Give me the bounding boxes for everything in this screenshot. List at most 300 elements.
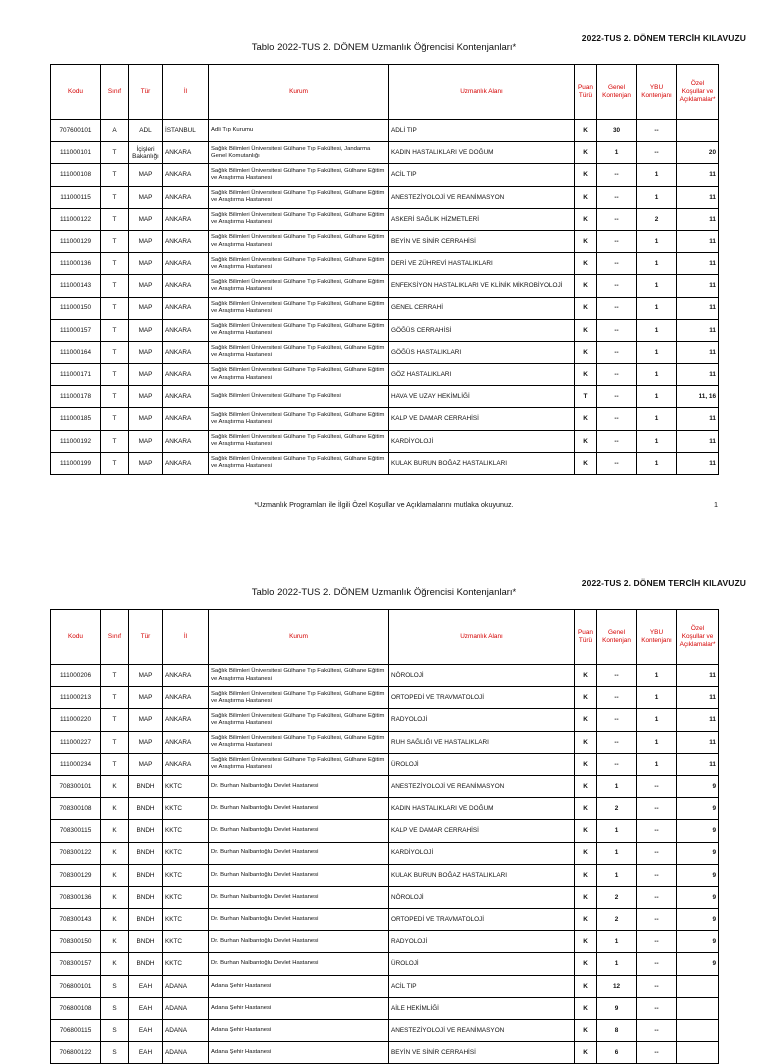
uzmanlik-alani-cell: GÖĞÜS HASTALIKLARI	[389, 341, 575, 363]
kodu-cell: 111000234	[51, 753, 101, 775]
tur-cell: BNDH	[129, 886, 163, 908]
ybu-kontenjani-cell: 1	[637, 253, 677, 275]
kodu-cell: 111000185	[51, 408, 101, 430]
sinif-cell: T	[101, 753, 129, 775]
sinif-cell: K	[101, 775, 129, 797]
genel-kontenjan-cell: 9	[597, 997, 637, 1019]
sinif-cell: T	[101, 430, 129, 452]
kurum-cell: Dr. Burhan Nalbantoğlu Devlet Hastanesi	[209, 798, 389, 820]
sinif-cell: T	[101, 364, 129, 386]
kodu-cell: 111000213	[51, 687, 101, 709]
uzmanlik-alani-cell: RUH SAĞLIĞI VE HASTALIKLARI	[389, 731, 575, 753]
ybu-kontenjani-cell: 1	[637, 186, 677, 208]
kodu-cell: 706800122	[51, 1042, 101, 1064]
uzmanlik-alani-cell: ADLİ TIP	[389, 120, 575, 142]
tur-cell: MAP	[129, 230, 163, 252]
table-row	[51, 253, 719, 275]
ozel-kosullar-cell: 11	[677, 208, 719, 230]
kurum-cell: Sağlık Bilimleri Üniversitesi Gülhane Tıp Fakültesi, Gülhane Eğitim ve Araştırma Hastanesi	[209, 709, 389, 731]
uzmanlik-alani-cell: ENFEKSİYON HASTALIKLARI VE KLİNİK MİKROBİYOLOJİ	[389, 275, 575, 297]
tur-cell: MAP	[129, 208, 163, 230]
puan-turu-cell: K	[575, 1020, 597, 1042]
genel-kontenjan-cell: 1	[597, 775, 637, 797]
puan-turu-cell: K	[575, 430, 597, 452]
ybu-kontenjani-cell: 1	[637, 665, 677, 687]
col-ozel-kosullar-header: Özel Koşullar ve Açıklamalar*	[677, 610, 719, 665]
genel-kontenjan-cell: 1	[597, 931, 637, 953]
uzmanlik-alani-cell: BEYİN VE SİNİR CERRAHİSİ	[389, 230, 575, 252]
ozel-kosullar-cell: 11	[677, 253, 719, 275]
uzmanlik-alani-cell: ANESTEZİYOLOJİ VE REANİMASYON	[389, 775, 575, 797]
uzmanlik-alani-cell: KARDİYOLOJİ	[389, 430, 575, 452]
genel-kontenjan-cell: --	[597, 452, 637, 474]
ozel-kosullar-cell	[677, 997, 719, 1019]
uzmanlik-alani-cell: NÖROLOJİ	[389, 886, 575, 908]
ybu-kontenjani-cell: 1	[637, 386, 677, 408]
ybu-kontenjani-cell: --	[637, 120, 677, 142]
genel-kontenjan-cell: --	[597, 753, 637, 775]
table-title: Tablo 2022-TUS 2. DÖNEM Uzmanlık Öğrencisi Kontenjanları*	[251, 42, 517, 53]
il-cell: ADANA	[163, 1020, 209, 1042]
genel-kontenjan-cell: --	[597, 665, 637, 687]
col-ybu-kontenjani-header: YBU Kontenjanı	[637, 610, 677, 665]
ozel-kosullar-cell: 11	[677, 230, 719, 252]
ozel-kosullar-cell: 9	[677, 953, 719, 975]
puan-turu-cell: K	[575, 665, 597, 687]
ybu-kontenjani-cell: --	[637, 798, 677, 820]
kodu-cell: 111000150	[51, 297, 101, 319]
il-cell: ANKARA	[163, 164, 209, 186]
puan-turu-cell: K	[575, 997, 597, 1019]
ybu-kontenjani-cell: 1	[637, 230, 677, 252]
kurum-cell: Sağlık Bilimleri Üniversitesi Gülhane Tıp Fakültesi, Gülhane Eğitim ve Araştırma Hastanesi	[209, 297, 389, 319]
uzmanlik-alani-cell: KADIN HASTALIKLARI VE DOĞUM	[389, 798, 575, 820]
kurum-cell: Sağlık Bilimleri Üniversitesi Gülhane Tıp Fakültesi, Jandarma Genel Komutanlığı	[209, 142, 389, 164]
kurum-cell: Sağlık Bilimleri Üniversitesi Gülhane Tıp Fakültesi, Gülhane Eğitim ve Araştırma Hastanesi	[209, 319, 389, 341]
kurum-cell: Sağlık Bilimleri Üniversitesi Gülhane Tıp Fakültesi, Gülhane Eğitim ve Araştırma Hastanesi	[209, 253, 389, 275]
tur-cell: MAP	[129, 386, 163, 408]
tur-cell: BNDH	[129, 931, 163, 953]
ybu-kontenjani-cell: 1	[637, 319, 677, 341]
genel-kontenjan-cell: --	[597, 408, 637, 430]
ybu-kontenjani-cell: 1	[637, 297, 677, 319]
genel-kontenjan-cell: --	[597, 364, 637, 386]
tur-cell: MAP	[129, 275, 163, 297]
puan-turu-cell: K	[575, 931, 597, 953]
table-row	[51, 186, 719, 208]
uzmanlik-alani-cell: ANESTEZİYOLOJİ VE REANİMASYON	[389, 186, 575, 208]
ozel-kosullar-cell	[677, 120, 719, 142]
ozel-kosullar-cell: 11, 16	[677, 386, 719, 408]
il-cell: ANKARA	[163, 186, 209, 208]
col-sinif-header: Sınıf	[101, 610, 129, 665]
ozel-kosullar-cell: 11	[677, 709, 719, 731]
tur-cell: EAH	[129, 1020, 163, 1042]
ozel-kosullar-cell: 9	[677, 820, 719, 842]
page-number: 1	[714, 500, 718, 509]
genel-kontenjan-cell: --	[597, 297, 637, 319]
genel-kontenjan-cell: --	[597, 709, 637, 731]
kurum-cell: Sağlık Bilimleri Üniversitesi Gülhane Tıp Fakültesi, Gülhane Eğitim ve Araştırma Hastanesi	[209, 364, 389, 386]
kurum-cell: Sağlık Bilimleri Üniversitesi Gülhane Tıp Fakültesi, Gülhane Eğitim ve Araştırma Hastanesi	[209, 230, 389, 252]
sinif-cell: K	[101, 864, 129, 886]
tur-cell: MAP	[129, 319, 163, 341]
puan-turu-cell: K	[575, 820, 597, 842]
table-title: Tablo 2022-TUS 2. DÖNEM Uzmanlık Öğrencisi Kontenjanları*	[251, 587, 517, 598]
il-cell: ANKARA	[163, 253, 209, 275]
table-row	[51, 1042, 719, 1064]
sinif-cell: T	[101, 297, 129, 319]
kurum-cell: Sağlık Bilimleri Üniversitesi Gülhane Tıp Fakültesi, Gülhane Eğitim ve Araştırma Hastanesi	[209, 687, 389, 709]
uzmanlik-alani-cell: GÖZ HASTALIKLARI	[389, 364, 575, 386]
il-cell: KKTC	[163, 931, 209, 953]
sinif-cell: S	[101, 975, 129, 997]
sinif-cell: T	[101, 142, 129, 164]
ybu-kontenjani-cell: --	[637, 842, 677, 864]
uzmanlik-alani-cell: ÜROLOJİ	[389, 953, 575, 975]
il-cell: KKTC	[163, 953, 209, 975]
puan-turu-cell: K	[575, 909, 597, 931]
table-row	[51, 975, 719, 997]
sinif-cell: T	[101, 275, 129, 297]
puan-turu-cell: K	[575, 142, 597, 164]
il-cell: ANKARA	[163, 452, 209, 474]
table-row	[51, 230, 719, 252]
kurum-cell: Sağlık Bilimleri Üniversitesi Gülhane Tıp Fakültesi, Gülhane Eğitim ve Araştırma Hastanesi	[209, 430, 389, 452]
sinif-cell: K	[101, 953, 129, 975]
il-cell: KKTC	[163, 909, 209, 931]
sinif-cell: K	[101, 842, 129, 864]
kurum-cell: Sağlık Bilimleri Üniversitesi Gülhane Tıp Fakültesi, Gülhane Eğitim ve Araştırma Hastanesi	[209, 186, 389, 208]
puan-turu-cell: K	[575, 753, 597, 775]
puan-turu-cell: K	[575, 798, 597, 820]
tur-cell: MAP	[129, 709, 163, 731]
ybu-kontenjani-cell: 1	[637, 709, 677, 731]
col-ozel-kosullar-header: Özel Koşullar ve Açıklamalar*	[677, 65, 719, 120]
puan-turu-cell: T	[575, 386, 597, 408]
kodu-cell: 111000157	[51, 319, 101, 341]
table-row	[51, 430, 719, 452]
kurum-cell: Sağlık Bilimleri Üniversitesi Gülhane Tıp Fakültesi, Gülhane Eğitim ve Araştırma Hastanesi	[209, 408, 389, 430]
table-row	[51, 953, 719, 975]
tur-cell: MAP	[129, 297, 163, 319]
tur-cell: ADL	[129, 120, 163, 142]
kodu-cell: 708300136	[51, 886, 101, 908]
uzmanlik-alani-cell: ASKERİ SAĞLIK HİZMETLERİ	[389, 208, 575, 230]
ozel-kosullar-cell: 11	[677, 164, 719, 186]
ybu-kontenjani-cell: 1	[637, 408, 677, 430]
ozel-kosullar-cell: 9	[677, 864, 719, 886]
table-row	[51, 341, 719, 363]
uzmanlik-alani-cell: RADYOLOJİ	[389, 931, 575, 953]
genel-kontenjan-cell: --	[597, 687, 637, 709]
sinif-cell: S	[101, 1042, 129, 1064]
kurum-cell: Dr. Burhan Nalbantoğlu Devlet Hastanesi	[209, 931, 389, 953]
kurum-cell: Adana Şehir Hastanesi	[209, 975, 389, 997]
ybu-kontenjani-cell: 1	[637, 275, 677, 297]
genel-kontenjan-cell: --	[597, 253, 637, 275]
sinif-cell: T	[101, 452, 129, 474]
sinif-cell: T	[101, 186, 129, 208]
genel-kontenjan-cell: --	[597, 341, 637, 363]
kurum-cell: Sağlık Bilimleri Üniversitesi Gülhane Tıp Fakültesi, Gülhane Eğitim ve Araştırma Hastanesi	[209, 164, 389, 186]
kurum-cell: Adana Şehir Hastanesi	[209, 1042, 389, 1064]
puan-turu-cell: K	[575, 186, 597, 208]
puan-turu-cell: K	[575, 842, 597, 864]
table-row	[51, 997, 719, 1019]
ozel-kosullar-cell: 11	[677, 275, 719, 297]
kodu-cell: 708300143	[51, 909, 101, 931]
genel-kontenjan-cell: 2	[597, 886, 637, 908]
kodu-cell: 706800101	[51, 975, 101, 997]
tur-cell: BNDH	[129, 864, 163, 886]
kurum-cell: Adana Şehir Hastanesi	[209, 1020, 389, 1042]
tur-cell: BNDH	[129, 798, 163, 820]
kodu-cell: 111000108	[51, 164, 101, 186]
col-kurum-header: Kurum	[209, 65, 389, 120]
table-row	[51, 709, 719, 731]
document-header: 2022-TUS 2. DÖNEM TERCİH KILAVUZU	[581, 33, 746, 43]
tur-cell: MAP	[129, 253, 163, 275]
quota-table-page-2	[50, 609, 719, 1064]
kurum-cell: Dr. Burhan Nalbantoğlu Devlet Hastanesi	[209, 953, 389, 975]
col-kodu-header: Kodu	[51, 610, 101, 665]
table-row	[51, 842, 719, 864]
col-uzmanlik-alani-header: Uzmanlık Alanı	[389, 610, 575, 665]
il-cell: KKTC	[163, 798, 209, 820]
sinif-cell: T	[101, 709, 129, 731]
uzmanlik-alani-cell: BEYİN VE SİNİR CERRAHİSİ	[389, 1042, 575, 1064]
kurum-cell: Sağlık Bilimleri Üniversitesi Gülhane Tıp Fakültesi, Gülhane Eğitim ve Araştırma Hastanesi	[209, 341, 389, 363]
col-puan-turu-header: Puan Türü	[575, 65, 597, 120]
ozel-kosullar-cell	[677, 1042, 719, 1064]
il-cell: ADANA	[163, 997, 209, 1019]
table-row	[51, 731, 719, 753]
quota-table-page-1	[50, 64, 719, 475]
uzmanlik-alani-cell: ANESTEZİYOLOJİ VE REANİMASYON	[389, 1020, 575, 1042]
kodu-cell: 708300129	[51, 864, 101, 886]
genel-kontenjan-cell: 1	[597, 842, 637, 864]
table-row	[51, 208, 719, 230]
ozel-kosullar-cell: 11	[677, 665, 719, 687]
tur-cell: MAP	[129, 408, 163, 430]
il-cell: ANKARA	[163, 386, 209, 408]
uzmanlik-alani-cell: KADIN HASTALIKLARI VE DOĞUM	[389, 142, 575, 164]
genel-kontenjan-cell: --	[597, 186, 637, 208]
kodu-cell: 111000220	[51, 709, 101, 731]
tur-cell: MAP	[129, 364, 163, 386]
sinif-cell: T	[101, 319, 129, 341]
ozel-kosullar-cell: 11	[677, 297, 719, 319]
kodu-cell: 111000115	[51, 186, 101, 208]
genel-kontenjan-cell: 1	[597, 820, 637, 842]
table-row	[51, 909, 719, 931]
sinif-cell: K	[101, 798, 129, 820]
uzmanlik-alani-cell: DERİ VE ZÜHREVİ HASTALIKLARI	[389, 253, 575, 275]
tur-cell: EAH	[129, 1042, 163, 1064]
sinif-cell: T	[101, 731, 129, 753]
sinif-cell: T	[101, 665, 129, 687]
tur-cell: EAH	[129, 975, 163, 997]
kurum-cell: Sağlık Bilimleri Üniversitesi Gülhane Tıp Fakültesi, Gülhane Eğitim ve Araştırma Hastanesi	[209, 731, 389, 753]
kodu-cell: 708300108	[51, 798, 101, 820]
table-row	[51, 164, 719, 186]
il-cell: ANKARA	[163, 364, 209, 386]
ybu-kontenjani-cell: 1	[637, 364, 677, 386]
genel-kontenjan-cell: --	[597, 208, 637, 230]
puan-turu-cell: K	[575, 975, 597, 997]
table-row	[51, 864, 719, 886]
table-row	[51, 886, 719, 908]
tur-cell: BNDH	[129, 909, 163, 931]
il-cell: ANKARA	[163, 731, 209, 753]
ozel-kosullar-cell: 11	[677, 319, 719, 341]
puan-turu-cell: K	[575, 687, 597, 709]
genel-kontenjan-cell: --	[597, 731, 637, 753]
sinif-cell: T	[101, 208, 129, 230]
col-il-header: İl	[163, 610, 209, 665]
kodu-cell: 111000143	[51, 275, 101, 297]
ybu-kontenjani-cell: 2	[637, 208, 677, 230]
col-genel-kontenjan-header: Genel Kontenjan	[597, 65, 637, 120]
table-row	[51, 452, 719, 474]
kurum-cell: Adana Şehir Hastanesi	[209, 997, 389, 1019]
sinif-cell: K	[101, 931, 129, 953]
genel-kontenjan-cell: 8	[597, 1020, 637, 1042]
tur-cell: BNDH	[129, 953, 163, 975]
puan-turu-cell: K	[575, 731, 597, 753]
puan-turu-cell: K	[575, 886, 597, 908]
sinif-cell: T	[101, 386, 129, 408]
ozel-kosullar-cell: 20	[677, 142, 719, 164]
kurum-cell: Sağlık Bilimleri Üniversitesi Gülhane Tıp Fakültesi, Gülhane Eğitim ve Araştırma Hastanesi	[209, 665, 389, 687]
il-cell: ANKARA	[163, 665, 209, 687]
uzmanlik-alani-cell: HAVA VE UZAY HEKİMLİĞİ	[389, 386, 575, 408]
kurum-cell: Dr. Burhan Nalbantoğlu Devlet Hastanesi	[209, 909, 389, 931]
sinif-cell: T	[101, 687, 129, 709]
uzmanlik-alani-cell: AİLE HEKİMLİĞİ	[389, 997, 575, 1019]
uzmanlik-alani-cell: KALP VE DAMAR CERRAHİSİ	[389, 408, 575, 430]
genel-kontenjan-cell: --	[597, 164, 637, 186]
tur-cell: MAP	[129, 164, 163, 186]
genel-kontenjan-cell: 2	[597, 798, 637, 820]
il-cell: ANKARA	[163, 341, 209, 363]
col-genel-kontenjan-header: Genel Kontenjan	[597, 610, 637, 665]
col-sinif-header: Sınıf	[101, 65, 129, 120]
genel-kontenjan-cell: 6	[597, 1042, 637, 1064]
kodu-cell: 111000122	[51, 208, 101, 230]
ozel-kosullar-cell: 11	[677, 408, 719, 430]
ybu-kontenjani-cell: --	[637, 931, 677, 953]
il-cell: ANKARA	[163, 142, 209, 164]
tur-cell: MAP	[129, 665, 163, 687]
kodu-cell: 708300150	[51, 931, 101, 953]
kurum-cell: Sağlık Bilimleri Üniversitesi Gülhane Tıp Fakültesi	[209, 386, 389, 408]
document-header: 2022-TUS 2. DÖNEM TERCİH KILAVUZU	[581, 578, 746, 588]
kodu-cell: 111000129	[51, 230, 101, 252]
ozel-kosullar-cell: 9	[677, 842, 719, 864]
puan-turu-cell: K	[575, 408, 597, 430]
footnote: *Uzmanlık Programları ile İlgili Özel Koşullar ve Açıklamalarını mutlaka okuyunuz.	[254, 500, 514, 509]
uzmanlik-alani-cell: ACİL TIP	[389, 164, 575, 186]
puan-turu-cell: K	[575, 230, 597, 252]
il-cell: KKTC	[163, 886, 209, 908]
ozel-kosullar-cell: 9	[677, 775, 719, 797]
puan-turu-cell: K	[575, 120, 597, 142]
kodu-cell: 708300122	[51, 842, 101, 864]
ozel-kosullar-cell: 11	[677, 186, 719, 208]
kodu-cell: 111000101	[51, 142, 101, 164]
kodu-cell: 111000171	[51, 364, 101, 386]
il-cell: KKTC	[163, 820, 209, 842]
tur-cell: MAP	[129, 341, 163, 363]
il-cell: ANKARA	[163, 408, 209, 430]
col-ybu-kontenjani-header: YBU Kontenjanı	[637, 65, 677, 120]
ozel-kosullar-cell: 11	[677, 341, 719, 363]
table-row	[51, 820, 719, 842]
ybu-kontenjani-cell: --	[637, 142, 677, 164]
col-kodu-header: Kodu	[51, 65, 101, 120]
kurum-cell: Sağlık Bilimleri Üniversitesi Gülhane Tıp Fakültesi, Gülhane Eğitim ve Araştırma Hastanesi	[209, 452, 389, 474]
puan-turu-cell: K	[575, 164, 597, 186]
col-tur-header: Tür	[129, 610, 163, 665]
sinif-cell: A	[101, 120, 129, 142]
ozel-kosullar-cell: 9	[677, 909, 719, 931]
ybu-kontenjani-cell: --	[637, 953, 677, 975]
puan-turu-cell: K	[575, 1042, 597, 1064]
genel-kontenjan-cell: 1	[597, 142, 637, 164]
ybu-kontenjani-cell: 1	[637, 687, 677, 709]
genel-kontenjan-cell: --	[597, 275, 637, 297]
il-cell: ADANA	[163, 975, 209, 997]
il-cell: İSTANBUL	[163, 120, 209, 142]
kodu-cell: 111000136	[51, 253, 101, 275]
tur-cell: MAP	[129, 753, 163, 775]
puan-turu-cell: K	[575, 253, 597, 275]
kodu-cell: 111000164	[51, 341, 101, 363]
table-row	[51, 386, 719, 408]
uzmanlik-alani-cell: GÖĞÜS CERRAHİSİ	[389, 319, 575, 341]
uzmanlik-alani-cell: KARDİYOLOJİ	[389, 842, 575, 864]
ybu-kontenjani-cell: --	[637, 975, 677, 997]
kurum-cell: Dr. Burhan Nalbantoğlu Devlet Hastanesi	[209, 864, 389, 886]
il-cell: ANKARA	[163, 709, 209, 731]
ozel-kosullar-cell: 11	[677, 364, 719, 386]
ozel-kosullar-cell: 9	[677, 798, 719, 820]
il-cell: ANKARA	[163, 319, 209, 341]
kurum-cell: Adli Tıp Kurumu	[209, 120, 389, 142]
sinif-cell: T	[101, 230, 129, 252]
tur-cell: MAP	[129, 430, 163, 452]
ybu-kontenjani-cell: 1	[637, 452, 677, 474]
kodu-cell: 707600101	[51, 120, 101, 142]
puan-turu-cell: K	[575, 208, 597, 230]
tur-cell: MAP	[129, 731, 163, 753]
uzmanlik-alani-cell: GENEL CERRAHİ	[389, 297, 575, 319]
puan-turu-cell: K	[575, 364, 597, 386]
ybu-kontenjani-cell: 1	[637, 341, 677, 363]
sinif-cell: K	[101, 886, 129, 908]
puan-turu-cell: K	[575, 319, 597, 341]
il-cell: ANKARA	[163, 230, 209, 252]
sinif-cell: K	[101, 909, 129, 931]
ybu-kontenjani-cell: --	[637, 1042, 677, 1064]
genel-kontenjan-cell: --	[597, 386, 637, 408]
puan-turu-cell: K	[575, 864, 597, 886]
ozel-kosullar-cell: 11	[677, 753, 719, 775]
ybu-kontenjani-cell: --	[637, 909, 677, 931]
tur-cell: BNDH	[129, 842, 163, 864]
